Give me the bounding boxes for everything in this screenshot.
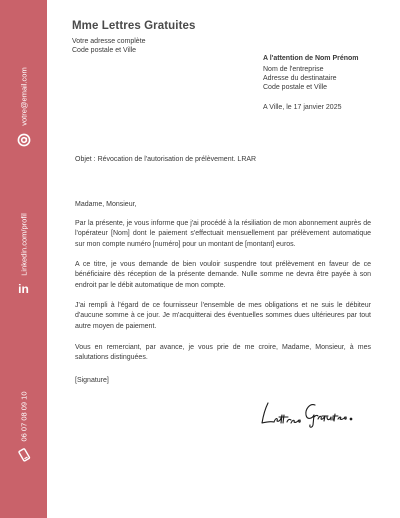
phone-icon — [0, 448, 47, 462]
paragraph-3: J'ai rempli à l'égard de ce fournisseur l'ensemble de mes obligations et ne suis le débiteur d'aucune somme à ce jour. Je m'acquitterai des éventuelles sommes dues ultérieures par tout autre moyen de paiement. — [75, 302, 371, 330]
handwritten-signature — [258, 395, 363, 429]
linkedin-icon: in — [18, 282, 29, 296]
recipient-city: Code postale et Ville — [263, 84, 328, 91]
email-text: votre@email.com — [19, 67, 28, 126]
signature-placeholder: [Signature] — [75, 377, 109, 384]
paragraph-4: Vous en remerciant, par avance, je vous prie de me croire, Madame, Monsieur, à mes salutations distinguées. — [75, 344, 371, 362]
sender-city: Code postale et Ville — [72, 47, 137, 54]
recipient-attention: A l'attention de Nom Prénom — [263, 55, 359, 62]
recipient-company: Nom de l'entreprise — [263, 66, 324, 73]
contact-sidebar — [0, 0, 47, 518]
letter-subject: Objet : Révocation de l'autorisation de prélèvement. LRAR — [75, 156, 257, 163]
letter-date: A Ville, le 17 janvier 2025 — [263, 104, 342, 111]
linkedin-text: Linkedin.com/profil — [19, 213, 28, 276]
sender-name: Mme Lettres Gratuites — [72, 20, 196, 32]
sender-address: Votre adresse complète — [72, 38, 146, 45]
recipient-address: Adresse du destinataire — [263, 75, 337, 82]
paragraph-1: Par la présente, je vous informe que j'ai procédé à la résiliation de mon abonnement auprès de l'opérateur [Nom] dont le paiement s'effectuait mensuellement par prélèvement automatique sur mon compte numéro [numéro] pour un montant de [montant] euros. — [75, 220, 371, 248]
letter-salutation: Madame, Monsieur, — [75, 201, 137, 208]
paragraph-2: A ce titre, je vous demande de bien vouloir suspendre tout prélèvement en faveur de ce bénéficiaire dès réception de la présente demande. Nulle somme ne devra être payée à son endroit par le débit automatique de mon compte. — [75, 261, 371, 289]
phone-text: 06 07 08 09 10 — [19, 391, 28, 442]
at-icon — [0, 133, 47, 147]
